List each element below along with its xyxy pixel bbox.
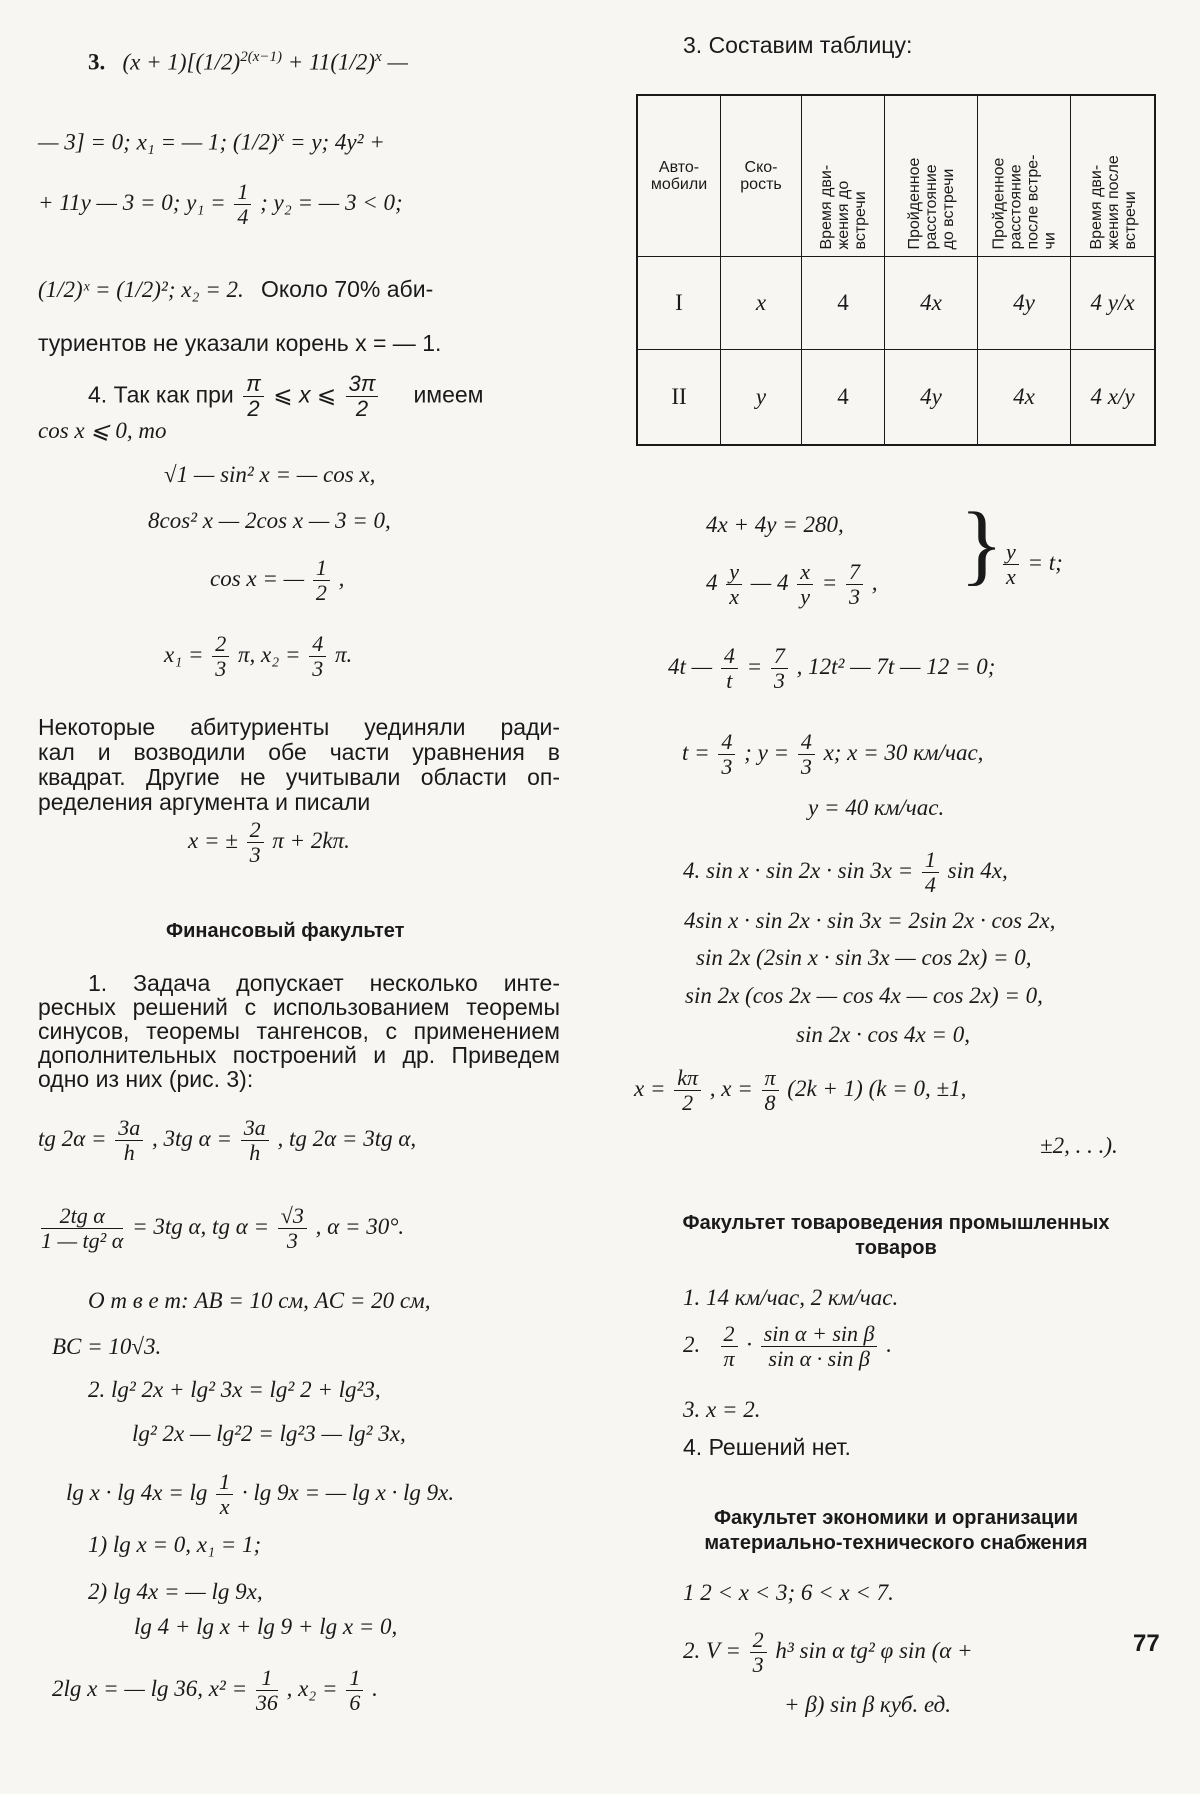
equation: 8cos² x — 2cos x — 3 = 0, <box>148 508 391 533</box>
equation: 4sin x · sin 2x · sin 3x = 2sin 2x · cos 2x, <box>684 908 1056 933</box>
section-heading: Финансовый факультет <box>166 920 405 942</box>
problem-3-line-2: — 3] = 0; x₁ = — 1; $(1/2)^x = y$; 4y² + <box>38 129 385 155</box>
paragraph-line: одно из них (рис. 3): <box>38 1066 254 1092</box>
table-header: Ско- рость <box>721 95 802 257</box>
problem-3-line-3: + 11y — 3 = 0; y₁ = $\frac{1}{4}$ ; y₂ = — 3 < 0; <box>38 179 403 229</box>
equation: x = $\frac{k\pi}{2}$ , x = $\frac{\pi}{8}$ (2k + 1) (k = 0, ±1, <box>634 1065 967 1115</box>
table-cell: I <box>637 257 721 350</box>
case: 1) lg x = 0, x₁ = 1; <box>88 1532 262 1557</box>
substitution: $\frac{y}{x}$ = t; <box>1000 540 1063 589</box>
paragraph-line: Некоторые абитуриенты уединяли ради- <box>38 714 560 740</box>
table-cell: 4 y/x <box>1071 257 1156 350</box>
case: lg 4 + lg x + lg 9 + lg x = 0, <box>134 1614 398 1639</box>
table-header: Авто- мобили <box>637 95 721 257</box>
brace-icon: } <box>960 495 1004 594</box>
equation-system-line-2: 4 $\frac{y}{x}$ — 4 $\frac{x}{y}$ = $\frac{7}{3}$ , <box>706 559 878 609</box>
equation: sin 2x (2sin x · sin 3x — cos 2x) = 0, <box>696 945 1032 970</box>
table-cell: 4x <box>978 350 1071 445</box>
equation: x₁ = $\frac{2}{3}$ π, x₂ = $\frac{4}{3}$ π. <box>164 631 353 681</box>
problem-3-note: туриентов не указали корень x = — 1. <box>38 330 442 356</box>
equation: sin 2x (cos 2x — cos 4x — cos 2x) = 0, <box>685 983 1043 1008</box>
table-cell: 4 x/y <box>1071 350 1156 445</box>
problem-4-equation: 4. sin x · sin 2x · sin 3x = $\frac{1}{4}$ sin 4x, <box>683 847 1008 897</box>
equation: x = ± $\frac{2}{3}$ π + 2kπ. <box>188 817 350 867</box>
answer-item: + β) sin β куб. ед. <box>784 1692 951 1717</box>
paragraph-line: 1. Задача допускает несколько инте- <box>88 970 560 996</box>
answer-item: 3. x = 2. <box>683 1397 761 1422</box>
table-cell: II <box>637 350 721 445</box>
speed-table <box>636 94 1156 446</box>
table-header-row <box>637 95 1155 257</box>
equation: sin 2x · cos 4x = 0, <box>796 1022 970 1047</box>
paragraph-line: ресных решений с использованием теоремы <box>38 994 560 1020</box>
answer-item: 1 2 < x < 3; 6 < x < 7. <box>683 1580 894 1605</box>
page-number: 77 <box>1133 1630 1160 1657</box>
problem-3-line-1: 3. $(x + 1)[(1/2)^{2(x-1)} + 11(1/2)^x$ — <box>88 49 408 75</box>
equation: y = 40 км/час. <box>808 795 945 820</box>
table-cell: 4 <box>802 257 885 350</box>
section-heading: товаров <box>855 1237 937 1259</box>
paragraph-line: синусов, теоремы тангенсов, с применением <box>38 1018 560 1044</box>
problem-3-line-4: (1/2)ˣ = (1/2)²; x₂ = 2. Около 70% аби- <box>38 276 434 302</box>
equation: 2lg x = — lg 36, x² = $\frac{1}{36}$ , x₂ = $\frac{1}{6}$ . <box>52 1665 378 1715</box>
equation: √1 — sin² x = — cos x, <box>164 462 376 487</box>
answer: BC = 10√3. <box>52 1334 162 1359</box>
section-heading: Факультет экономики и организации <box>713 1507 1079 1529</box>
table-header: Время дви- жения до встречи <box>802 95 885 257</box>
equation: lg² 2x — lg²2 = lg²3 — lg² 3x, <box>132 1421 406 1446</box>
section-heading: Факультет товароведения промышленных <box>682 1212 1110 1234</box>
answer-item: 2. V = $\frac{2}{3}$ h³ sin α tg² φ sin (α + <box>683 1627 973 1677</box>
equation: 4t — $\frac{4}{t}$ = $\frac{7}{3}$ , 12t² — 7t — 12 = 0; <box>668 643 996 693</box>
table-header: Пройденное расстояние до встречи <box>885 95 978 257</box>
paragraph-line: дополнительных построений и др. Приведем <box>38 1042 560 1068</box>
table-row <box>637 350 1155 445</box>
equation: ±2, . . .). <box>1040 1133 1118 1158</box>
answer-item: 4. Решений нет. <box>683 1434 851 1460</box>
case: 2) lg 4x = — lg 9x, <box>88 1579 263 1604</box>
answer-item: 1. 14 км/час, 2 км/час. <box>683 1285 899 1310</box>
answer-item: 2. $\frac{2}{\pi}$ · $\frac{\text{sin α + sin β}}{\text{sin α · sin β}}$ . <box>683 1321 892 1371</box>
table-cell: 4 <box>802 350 885 445</box>
table-cell: 4y <box>885 350 978 445</box>
problem-4-line-2: cos x ⩽ 0, то <box>38 418 167 443</box>
paragraph-line: квадрат. Другие не учитывали области оп- <box>38 764 560 790</box>
paragraph-line: кал и возводили обе части уравнения в <box>38 739 560 765</box>
table-cell: y <box>721 350 802 445</box>
equation: 2. lg² 2x + lg² 3x = lg² 2 + lg²3, <box>88 1377 381 1402</box>
fraction: $\frac{1}{4}$ <box>234 180 251 229</box>
equation: cos x = — $\frac{1}{2}$ , <box>210 555 345 605</box>
table-row <box>637 257 1155 350</box>
paragraph-line: ределения аргумента и писали <box>38 789 371 815</box>
table-header: Пройденное расстояние после встре- чи <box>978 95 1071 257</box>
equation: lg x · lg 4x = lg $\frac{1}{x}$ · lg 9x = — lg x · lg 9x. <box>66 1469 455 1519</box>
table-cell: 4x <box>885 257 978 350</box>
equation-system-line-1: 4x + 4y = 280, <box>706 512 844 537</box>
table-header: Время дви- жения после встречи <box>1071 95 1156 257</box>
equation: tg 2α = $\frac{3a}{h}$ , 3tg α = $\frac{3a}{h}$ , tg 2α = 3tg α, <box>38 1115 417 1165</box>
section-heading: материально-технического снабжения <box>704 1532 1088 1554</box>
table-cell: 4y <box>978 257 1071 350</box>
problem-3-title: 3. Составим таблицу: <box>683 32 913 58</box>
table-cell: x <box>721 257 802 350</box>
equation: $\frac{\text{2tg α}}{\text{1 — tg² α}}$ = 3tg α, tg α = $\frac{√3}{3}$ , α = 30°. <box>41 1203 405 1253</box>
problem-4-condition: 4. Так как при $\frac{\pi}{2}$ ⩽ x ⩽ $\frac{3\pi}{2}$ имеем <box>88 371 484 421</box>
equation: t = $\frac{4}{3}$ ; y = $\frac{4}{3}$ x; x = 30 км/час, <box>682 729 984 779</box>
answer: О т в е т: AB = 10 см, AC = 20 см, <box>88 1288 431 1313</box>
